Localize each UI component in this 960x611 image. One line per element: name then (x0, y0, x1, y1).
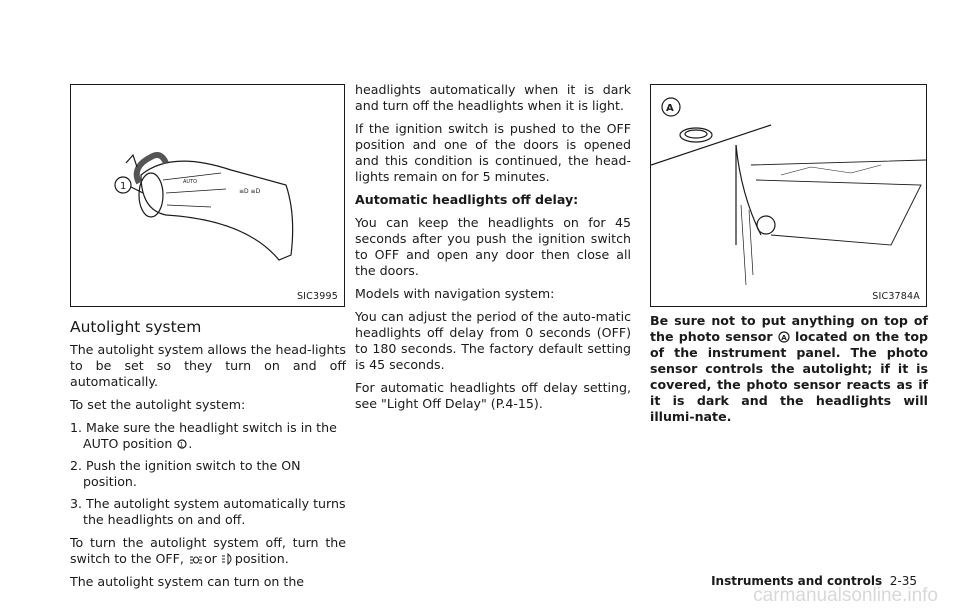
watermark: carmanualsonline.info (753, 585, 938, 606)
step-1: 1. Make sure the headlight switch is in the AUTO position 1 . (70, 420, 337, 451)
svg-text:1: 1 (120, 181, 127, 192)
page-number: 2-35 (889, 574, 917, 588)
step-3: 3. The autolight system automatically turns the headlights on and off. (70, 496, 346, 527)
paragraph: headlights automatically when it is dark and turn off the headlights when it is light. (355, 82, 631, 113)
svg-text:A: A (666, 103, 674, 114)
paragraph: You can adjust the period of the auto-matic headlights off delay from 0 seconds (OFF) to 180 seconds. The factory default setting is 45 seconds. (355, 309, 631, 372)
paragraph: For automatic headlights off delay setting, see "Light Off Delay" (P.4-15). (355, 380, 631, 411)
setup-lead: To set the autolight system: (70, 397, 246, 412)
auto-light-icon (176, 438, 188, 450)
figure-headlight-switch (70, 84, 345, 307)
section-heading: Autolight system (70, 318, 202, 336)
paragraph: Models with navigation system: (355, 286, 555, 301)
svg-text:AUTO: AUTO (183, 179, 198, 185)
setup-steps (70, 420, 346, 528)
warning-paragraph: Be sure not to put anything on top of the photo sensor A located on the top of the instrument panel. The photo sensor controls the autolight; if it is covered, the photo sensor reacts as if it is dark and the headlights will illumi-nate. (650, 313, 929, 424)
parking-light-icon (188, 555, 204, 565)
turn-off-paragraph: To turn the autolight system off, turn the switch to the OFF, or position. (70, 535, 346, 566)
callout-a-icon (778, 331, 790, 343)
svg-text:≡D ≡D: ≡D ≡D (239, 188, 261, 195)
step-2: 2. Push the ignition switch to the ON position. (70, 458, 301, 489)
footer-section-title: Instruments and controls (711, 574, 883, 588)
figure-caption: SIC3995 (296, 291, 338, 302)
svg-text:1: 1 (179, 441, 184, 449)
paragraph: You can keep the headlights on for 45 seconds after you push the ignition switch to OFF and open any door then close all the doors. (355, 215, 631, 278)
svg-text:A: A (781, 334, 787, 342)
subheading: Automatic headlights off delay: (355, 192, 579, 207)
figure-caption: SIC3784A (872, 291, 920, 302)
headlight-switch-illustration (71, 85, 344, 306)
column-1 (70, 342, 346, 597)
headlight-icon (221, 553, 235, 565)
paragraph: If the ignition switch is pushed to the OFF position and one of the doors is opened and this condition is continued, the head-lights remain on for 5 minutes. (355, 121, 631, 184)
figure-photo-sensor (650, 84, 927, 307)
column-3 (650, 313, 928, 432)
photo-sensor-illustration (651, 85, 926, 306)
col1-tail: The autolight system can turn on the (70, 574, 305, 589)
intro-paragraph: The autolight system allows the head-lights to be set so they turn on and off automatically. (70, 342, 346, 389)
column-2 (355, 82, 631, 419)
